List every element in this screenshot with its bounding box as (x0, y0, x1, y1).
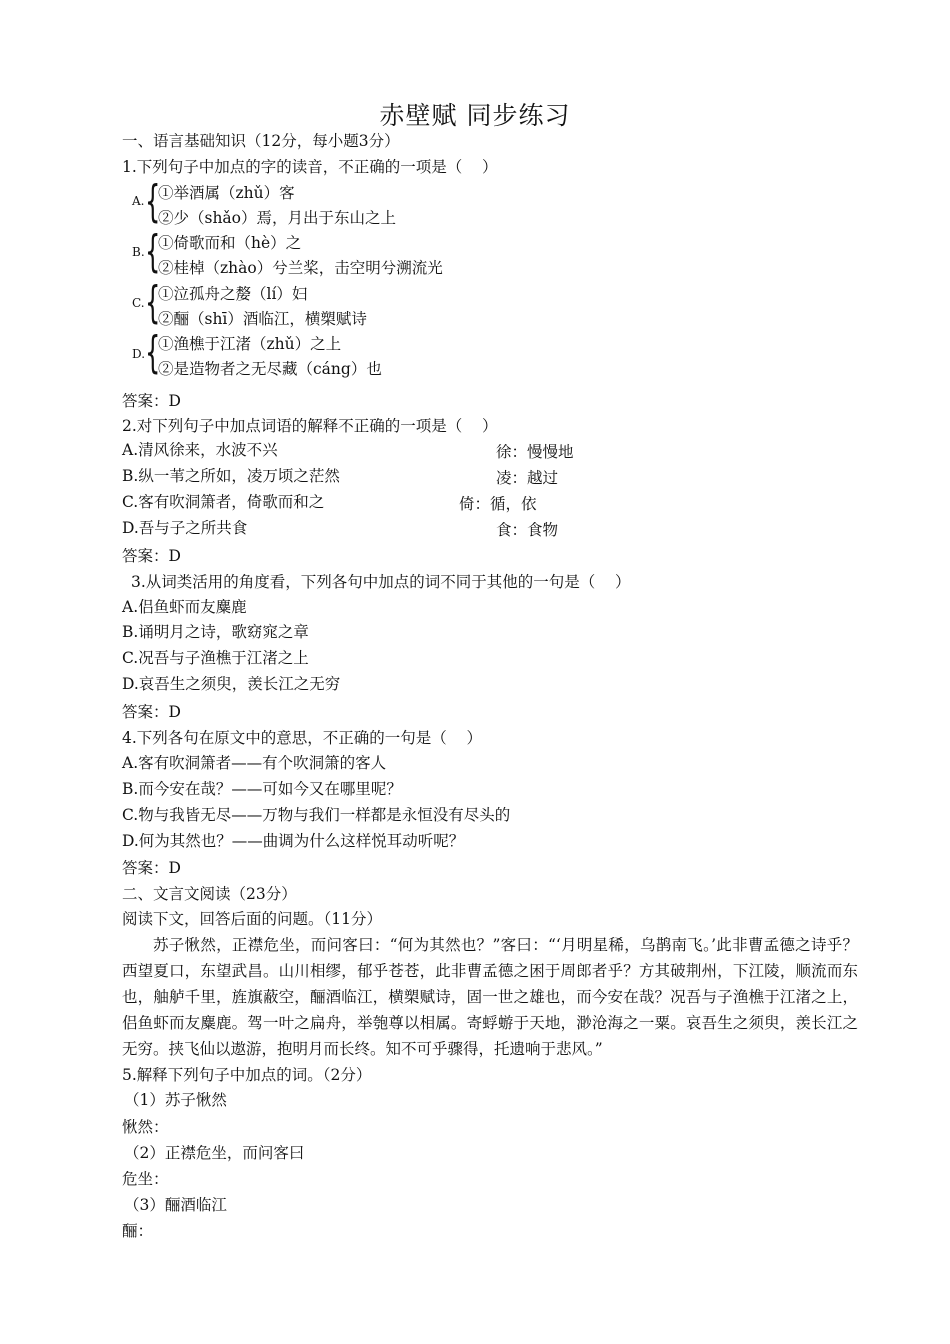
question-3-stem: 3.从词类活用的角度看，下列各句中加点的词不同于其他的一句是（ ） (131, 573, 631, 591)
question-5-blank-2: 危坐： (122, 1170, 169, 1188)
option-line: ②是造物者之无尽藏（cáng）也 (158, 360, 382, 378)
question-4-stem: 4.下列各句在原文中的意思，不正确的一句是（ ） (122, 729, 482, 747)
question-5-item-1: （1）苏子愀然 (124, 1091, 227, 1109)
question-3-answer: 答案：D (122, 703, 181, 721)
question-4-option-b: B.而今安在哉？——可如今又在哪里呢？ (122, 780, 402, 798)
brace-icon: { (145, 176, 161, 227)
question-3-option-b: B.诵明月之诗，歌窈窕之章 (122, 623, 309, 641)
question-2-option-c: C.客有吹洞箫者，倚歌而和之 (122, 493, 325, 511)
question-4-option-c: C.物与我皆无尽——万物与我们一样都是永恒没有尽头的 (122, 806, 511, 824)
option-line: ①泣孤舟之嫠（lí）妇 (158, 285, 308, 303)
question-4-answer: 答案：D (122, 859, 181, 877)
option-label: D. (132, 347, 146, 361)
brace-icon: { (145, 226, 161, 277)
reading-intro: 阅读下文，回答后面的问题。（11分） (122, 910, 382, 928)
page-title: 赤壁赋 同步练习 (379, 101, 571, 130)
option-line: ②桂棹（zhào）兮兰桨，击空明兮溯流光 (158, 259, 443, 277)
question-2-option-d-gloss: 食：食物 (496, 521, 559, 539)
question-2-option-b: B.纵一苇之所如，凌万顷之茫然 (122, 467, 340, 485)
option-line: ②酾（shī）酒临江，横槊赋诗 (158, 310, 367, 328)
brace-icon: { (145, 327, 161, 378)
question-3-option-a: A.侣鱼虾而友麋鹿 (122, 598, 247, 616)
option-label: C. (132, 296, 145, 310)
question-1-answer: 答案：D (122, 392, 181, 410)
question-3-option-c: C.况吾与子渔樵于江渚之上 (122, 649, 309, 667)
option-line: ①举酒属（zhǔ）客 (158, 184, 295, 202)
brace-icon: { (145, 277, 161, 328)
question-5-item-3: （3）酾酒临江 (124, 1196, 227, 1214)
option-line: ①倚歌而和（hè）之 (158, 234, 302, 252)
option-label: B. (132, 245, 145, 259)
question-2-option-d: D.吾与子之所共食 (122, 519, 248, 537)
question-2-option-b-gloss: 凌：越过 (496, 469, 559, 487)
question-2-stem: 2.对下列句子中加点词语的解释不正确的一项是（ ） (122, 417, 498, 435)
question-2-option-a: A.清风徐来，水波不兴 (122, 441, 278, 459)
question-5-stem: 5.解释下列句子中加点的词。（2分） (122, 1066, 372, 1084)
section-heading-2: 二、文言文阅读（23分） (122, 885, 297, 903)
section-heading-1: 一、语言基础知识（12分，每小题3分） (122, 132, 400, 150)
question-2-option-c-gloss: 倚：循，依 (459, 495, 537, 513)
question-2-option-a-gloss: 徐：慢慢地 (496, 443, 574, 461)
option-label: A. (132, 194, 145, 208)
option-line: ②少（shǎo）焉，月出于东山之上 (158, 209, 397, 227)
question-5-item-2: （2）正襟危坐，而问客曰 (124, 1144, 305, 1162)
question-5-blank-3: 酾： (122, 1222, 154, 1240)
question-4-option-d: D.何为其然也？——曲调为什么这样悦耳动听呢？ (122, 832, 465, 850)
option-line: ①渔樵于江渚（zhǔ）之上 (158, 335, 342, 353)
question-5-blank-1: 愀然： (122, 1118, 169, 1136)
reading-passage: 苏子愀然，正襟危坐，而问客曰：“何为其然也？”客曰：“‘月明星稀，乌鹊南飞。’此非曹孟德之诗乎？西望夏口，东望武昌。山川相缪，郁乎苍苍，此非曹孟德之困于周郎者乎？方其破荆州，下江陵，顺流而东也，舳舻千里，旌旗蔽空，酾酒临江，横槊赋诗，固一世之雄也，而今安在哉？况吾与子渔樵于江渚之上，侣鱼虾而友麋鹿。驾一叶之扁舟，举匏尊以相属。寄蜉蝣于天地，渺沧海之一粟。哀吾生之须臾，羡长江之无穷。挟飞仙以遨游，抱明月而长终。知不可乎骤得，托遗响于悲风。” (122, 936, 858, 1058)
question-4-option-a: A.客有吹洞箫者——有个吹洞箫的客人 (122, 754, 387, 772)
question-1-stem: 1.下列句子中加点的字的读音，不正确的一项是（ ） (122, 158, 498, 176)
question-2-answer: 答案：D (122, 547, 181, 565)
question-3-option-d: D.哀吾生之须臾，羡长江之无穷 (122, 675, 341, 693)
